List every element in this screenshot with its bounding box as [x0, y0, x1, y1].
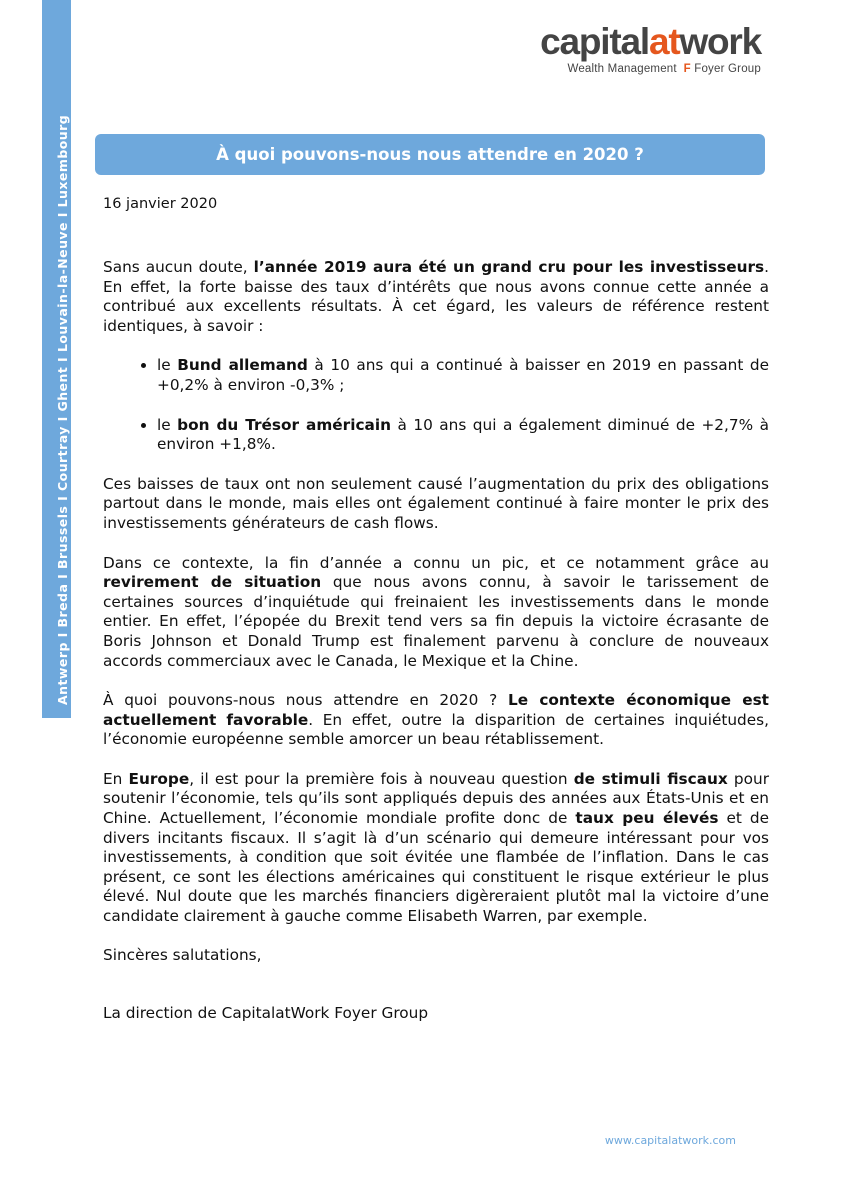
text-run: , il est pour la première fois à nouveau question [189, 769, 574, 788]
text-run: En [103, 769, 129, 788]
text-run: le [157, 356, 178, 375]
bold-run: revirement de situation [103, 573, 322, 592]
list-item [157, 356, 769, 395]
text-run: que nous avons connu, à savoir le tarissement de certaines sources d’inquiétude qui freinaient les investissements dans le monde entier. En effet, l’épopée du Brexit tend vers sa fin depuis la victoire écrasante de Boris Johnson et Donald Trump est finalement parvenu à conclure de nouveaux accords commerciaux avec le Canada, le Mexique et la Chine. [103, 573, 769, 670]
footer-url[interactable]: www.capitalatwork.com [604, 1134, 736, 1147]
bold-run: Le contexte économique est actuellement favorable [103, 691, 769, 729]
bold-run: l’année 2019 aura été un grand cru pour les investisseurs [253, 258, 765, 276]
sidebar-cities: Antwerp I Breda I Brussels I Courtray I Ghent I Louvain-la-Neuve I Luxembourg [55, 114, 70, 705]
text-run: à 10 ans qui a continué à baisser en 2019 en passant de +0,2% à environ -0,3% ; [157, 356, 769, 394]
text-run: à 10 ans qui a également diminué de +2,7% à environ +1,8%. [157, 415, 770, 454]
signature: La direction de CapitalatWork Foyer Group [103, 1004, 429, 1022]
letter-date: 16 janvier 2020 [103, 196, 218, 212]
bold-run: Europe [128, 769, 190, 788]
text-run: . En effet, outre la disparition de certaines inquiétudes, l’économie européenne semble amorcer un beau rétablissement. [103, 710, 769, 749]
text-run: Sans aucun doute, [103, 258, 254, 276]
text-run: Dans ce contexte, la fin d’année a connu un pic, et ce notamment grâce au [103, 553, 769, 572]
logo-tagline-text: Wealth Management [567, 63, 677, 75]
text-run: et de divers incitants fiscaux. Il s’agit là d’un scénario qui demeure intéressant pour vos investissements, à condition que soit évitée une flambée de l’inflation. Dans le cas présent, ce sont les élections américaines qui constituent le risque extérieur le plus élevé. Nul doute que les marchés financiers digèreraient plutôt mal la victoire d’une candidate clairement à gauche comme Elisabeth Warren, par exemple. [103, 809, 769, 926]
text-run: pour soutenir l’économie, tels qu’ils sont appliqués depuis des années aux États-Unis et en Chine. Actuellement, l’économie mondiale profite donc de [103, 769, 769, 828]
bold-run: taux peu élevés [575, 809, 719, 828]
paragraph-context [103, 554, 769, 672]
paragraph-outlook [103, 691, 769, 750]
logo-word-work: work [679, 21, 761, 62]
text-run: . En effet, la forte baisse des taux d’intérêts que nous avons connue cette année a contribué aux excellents résultats. À cet égard, les valeurs de référence restent identiques, à savoir : [103, 258, 769, 335]
bold-run: Bund allemand [177, 356, 308, 375]
logo-word-at: at [648, 21, 680, 62]
page-title: À quoi pouvons-nous nous attendre en 2020 ? [216, 145, 644, 164]
paragraph-europe [103, 770, 769, 927]
salutation: Sincères salutations, [103, 946, 262, 964]
letter-body [103, 258, 769, 947]
logo-word-capital: capital [540, 21, 649, 62]
text-run: le [157, 415, 178, 434]
bold-run: de stimuli fiscaux [573, 769, 728, 788]
logo-tagline [501, 63, 761, 75]
foyer-mark-icon: F [683, 63, 691, 75]
logo-wordmark [501, 22, 761, 62]
list-item [157, 416, 769, 455]
bullet-list [103, 356, 769, 454]
bold-run: bon du Trésor américain [177, 415, 391, 434]
paragraph-intro [103, 258, 769, 336]
title-banner [95, 134, 765, 175]
company-logo [501, 22, 761, 75]
logo-group-name: Foyer Group [694, 63, 761, 75]
text-run: À quoi pouvons-nous nous attendre en 2020 ? [103, 691, 508, 710]
paragraph-rates: Ces baisses de taux ont non seulement causé l’augmentation du prix des obligations partout dans le monde, mais elles ont également continué à faire monter le prix des investissements générateurs de cash flows. [103, 474, 769, 532]
